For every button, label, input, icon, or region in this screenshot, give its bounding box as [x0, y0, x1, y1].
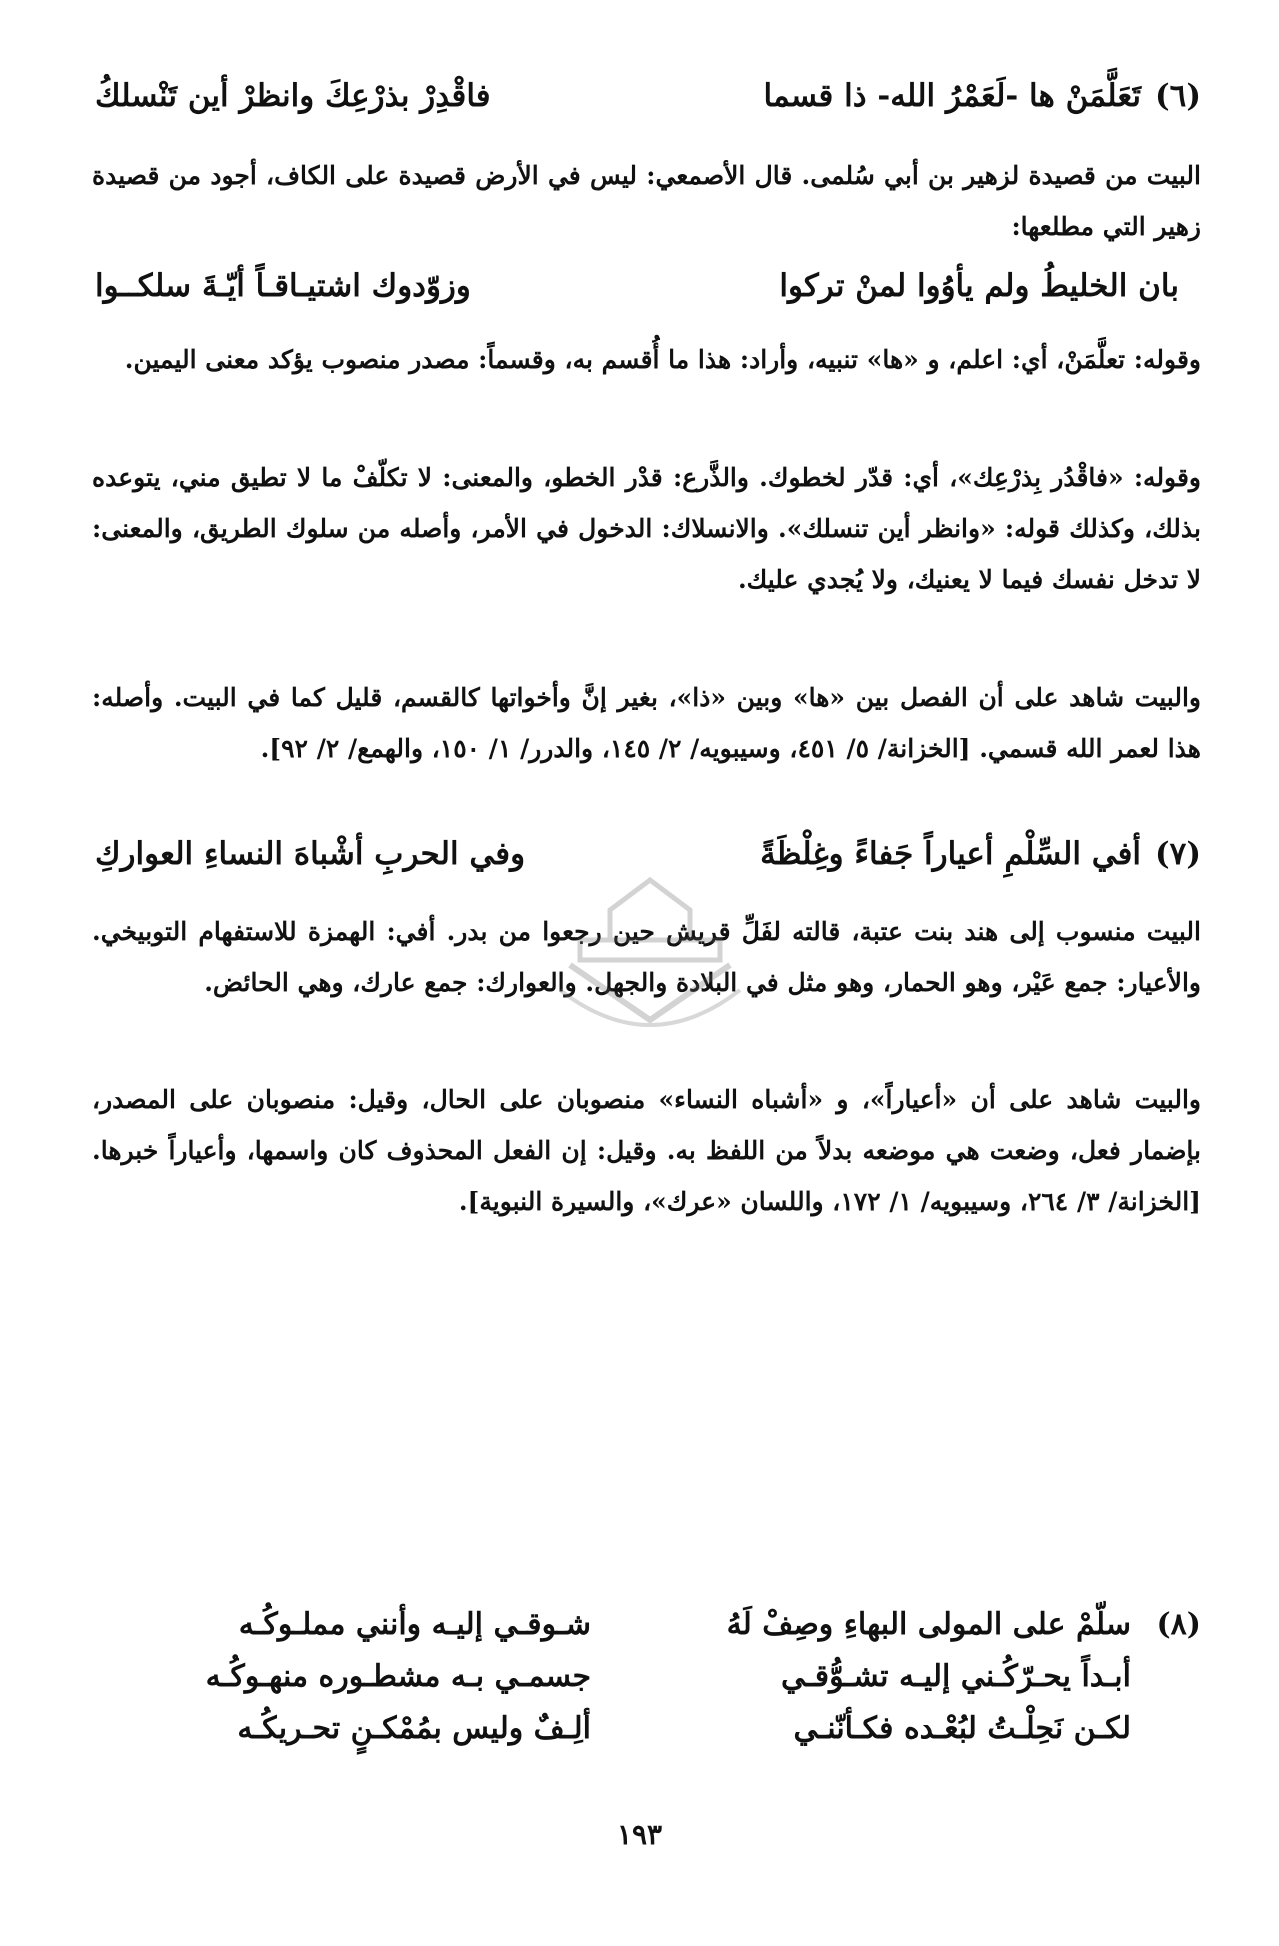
commentary-paragraph-6: والبيت شاهد على أن «أعياراً»، و «أشباه النساء» منصوبان على الحال، وقيل: منصوبان على المصدر، بإضمار فعل، وضعت هي موضعه بدلاً من اللفظ به. وقيل: إن الفعل المحذوف كان واسمها، وأعياراً خبرها. [الخزانة/ ٣/ ٢٦٤، وسيبويه/ ١/ ١٧٢، واللسان «عرك»، والسيرة النبوية].: [92, 1085, 1201, 1216]
verse-hemistich-1: أفي السِّلْمِ أعياراً جَفاءً وغِلْظَةً: [760, 836, 1141, 872]
couplet-row: [95, 1702, 1201, 1754]
commentary-paragraph-4: والبيت شاهد على أن الفصل بين «ها» وبين «ذا»، بغير إنَّ وأخواتها كالقسم، قليل كما في البيت. وأصله: هذا لعمر الله قسمي. [الخزانة/ ٥/ ٤٥١، وسيبويه/ ٢/ ١٤٥، والدرر/ ١/ ١٥٠، والهمع/ ٢/ ٩٢].: [92, 683, 1201, 763]
verse-7: [95, 836, 1201, 872]
verse-number: (٦): [1155, 78, 1201, 114]
couplet-left: جسمـي بـه مشطـوره منهـوكُـه: [205, 1658, 591, 1694]
couplet-left: شـوقـي إليـه وأنني مملـوكُـه: [238, 1606, 591, 1642]
verse-8: [95, 1598, 1201, 1754]
verse-number: (٧): [1155, 836, 1201, 872]
commentary-paragraph-1: البيت من قصيدة لزهير بن أبي سُلمى. قال الأصمعي: ليس في الأرض قصيدة على الكاف، أجود من قصيدة زهير التي مطلعها:: [92, 161, 1201, 241]
verse-hemistich-1: بان الخليطُ ولم يأوُوا لمنْ تركوا: [779, 268, 1179, 304]
couplet-right: أبـداً يحـرّكُـني إليـه تشـوُّقـي: [780, 1658, 1131, 1694]
commentary-paragraph-3: وقوله: «فاقْدُر بِذرْعِك»، أي: قدّر لخطوك. والذَّرع: قدْر الخطو، والمعنى: لا تكلّفْ ما لا تطيق مني، يتوعده بذلك، وكذلك قوله: «وانظر أين تنسلك». والانسلاك: الدخول في الأمر، وأصله من سلوك الطريق، والمعنى: لا تدخل نفسك فيما لا يعنيك، ولا يُجدي عليك.: [92, 463, 1201, 594]
verse-hemistich-2: وفي الحربِ أشْباهَ النساءِ العواركِ: [95, 836, 526, 872]
verse-6: [95, 78, 1201, 114]
couplet-right: سلّمْ على المولى البهاءِ وصِفْ لَهُ: [726, 1606, 1131, 1642]
page-number: ١٩٣: [616, 1818, 663, 1851]
verse-hemistich-1: تَعَلَّمَنْ ها -لَعَمْرُ الله- ذا قسما: [763, 78, 1141, 114]
verse-hemistich-2: فاقْدِرْ بذرْعِكَ وانظرْ أين تَنْسلكُ: [95, 78, 491, 114]
commentary-paragraph-2: وقوله: تعلَّمَنْ، أي: اعلم، و «ها» تنبيه، وأراد: هذا ما أُقسم به، وقسماً: مصدر منصوب يؤكد معنى اليمين.: [124, 345, 1201, 374]
verse-number: (٨): [1156, 1606, 1201, 1642]
commentary-paragraph-5: البيت منسوب إلى هند بنت عتبة، قالته لفَلِّ قريش حين رجعوا من بدر. أفي: الهمزة للاستفهام التوبيخي. والأعيار: جمع عَيْر، وهو الحمار، وهو مثل في البلادة والجهل. والعوارك: جمع عارك، وهي الحائض.: [92, 917, 1201, 997]
verse-hemistich-2: وزوّدوك اشتيـاقـاً أيّـةَ سلكــوا: [95, 268, 471, 304]
watermark-seal-icon: [540, 870, 760, 1070]
couplet-right: لكـن نَحِلْـتُ لبُعْـده فكـأنّنـي: [793, 1710, 1131, 1746]
couplet-row: [95, 1598, 1201, 1650]
quoted-verse: [95, 268, 1179, 304]
couplet-left: ألِـفٌ وليس بمُمْكـنٍ تحـريكُـه: [237, 1710, 591, 1746]
couplet-row: [95, 1650, 1201, 1702]
